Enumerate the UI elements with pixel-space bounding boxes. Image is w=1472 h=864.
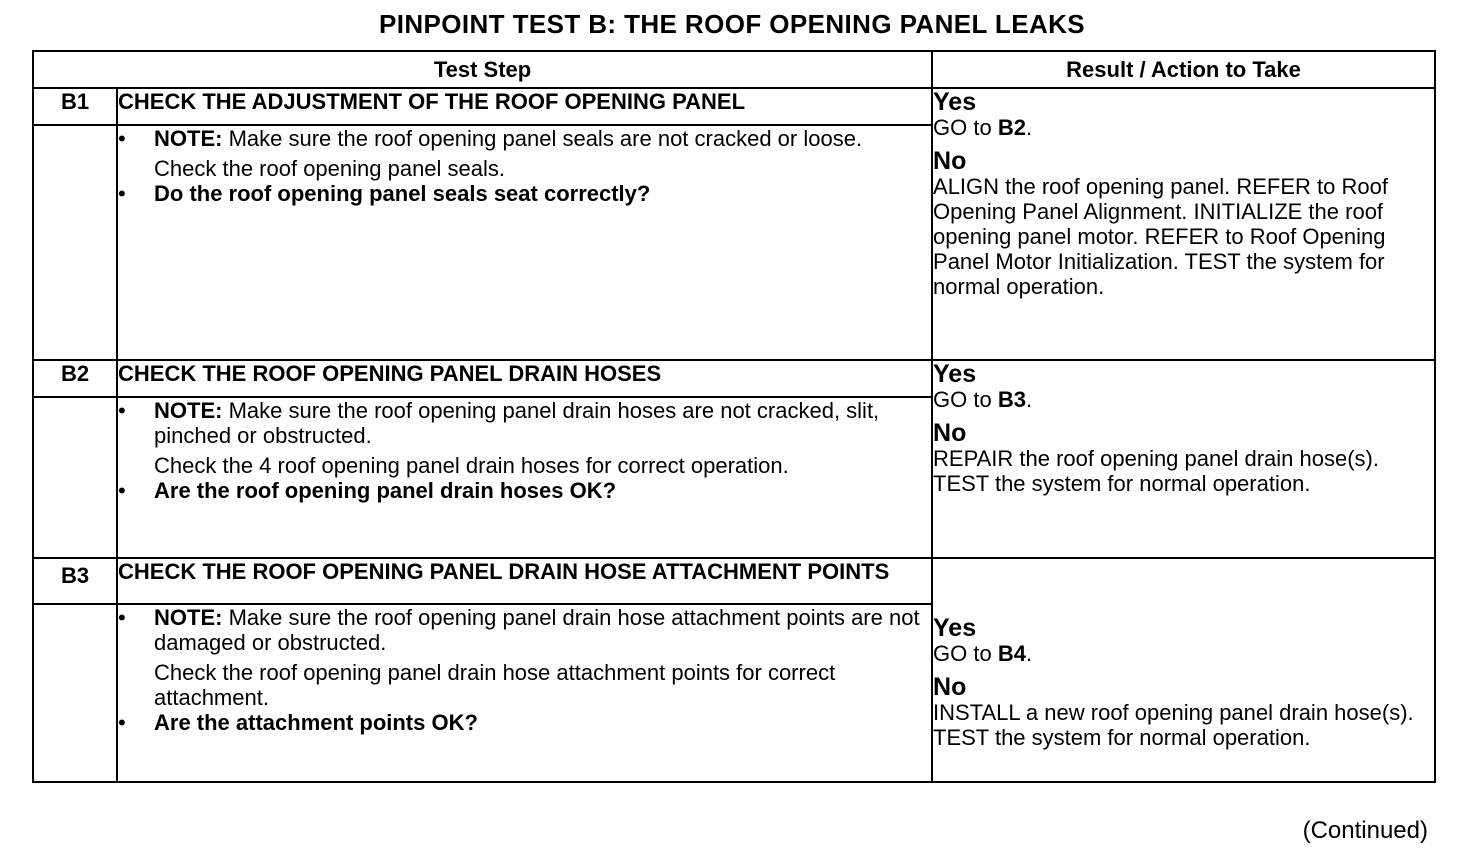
no-label: No (933, 147, 967, 175)
note-text: Make sure the roof opening panel drain hose attachment points are not damaged or obstructed. (154, 605, 920, 656)
step-body (117, 604, 932, 782)
question-bullet (118, 181, 931, 206)
bullet: • (118, 126, 126, 152)
check-text: Check the roof opening panel drain hose attachment points for correct attachment. (154, 660, 836, 711)
question-bullet (118, 710, 931, 735)
bullet: • (118, 710, 126, 736)
note-label: NOTE: (154, 126, 223, 152)
step-body (117, 397, 932, 558)
note-bullet (118, 126, 931, 151)
step-id: B2 (33, 360, 117, 397)
bullet: • (118, 398, 126, 424)
step-result (932, 360, 1435, 558)
bullet: • (118, 181, 126, 207)
step-body (117, 125, 932, 360)
step-b2-heading-row (33, 360, 1435, 397)
note-text: Make sure the roof opening panel seals are not cracked or loose. (222, 126, 863, 152)
bullet: • (118, 605, 126, 631)
note-bullet (118, 398, 931, 448)
yes-action: GO to B4. (933, 641, 1033, 666)
yes-label: Yes (933, 88, 977, 116)
header-result: Result / Action to Take (932, 51, 1435, 88)
empty-cell (33, 125, 117, 360)
yes-label: Yes (933, 614, 977, 642)
step-heading: CHECK THE ROOF OPENING PANEL DRAIN HOSES (117, 360, 932, 397)
yes-action: GO to B2. (933, 115, 1033, 140)
note-text: Make sure the roof opening panel drain hoses are not cracked, slit, pinched or obstructed. (154, 398, 880, 449)
step-heading: CHECK THE ADJUSTMENT OF THE ROOF OPENING PANEL (117, 88, 932, 125)
header-row (33, 51, 1435, 88)
step-result (932, 558, 1435, 782)
step-result (932, 88, 1435, 360)
step-b1-heading-row (33, 88, 1435, 125)
bullet: • (118, 478, 126, 504)
continued-label: (Continued) (1302, 817, 1428, 844)
pinpoint-test-table (32, 50, 1436, 783)
no-action: INSTALL a new roof opening panel drain hose(s). TEST the system for normal operation. (933, 700, 1414, 750)
question-text: Do the roof opening panel seals seat correctly? (154, 181, 651, 207)
step-b3-heading-row (33, 558, 1435, 604)
page-title: PINPOINT TEST B: THE ROOF OPENING PANEL LEAKS (378, 9, 1086, 39)
check-text: Check the 4 roof opening panel drain hoses for correct operation. (154, 453, 789, 479)
note-label: NOTE: (154, 398, 223, 424)
goto-link: B4 (997, 641, 1026, 666)
step-id: B1 (33, 88, 117, 125)
no-label: No (933, 419, 967, 447)
goto-link: B3 (997, 387, 1026, 412)
empty-cell (33, 397, 117, 558)
empty-cell (33, 604, 117, 782)
note-label: NOTE: (154, 605, 223, 631)
no-action: ALIGN the roof opening panel. REFER to Roof Opening Panel Alignment. INITIALIZE the roof opening panel motor. REFER to Roof Opening Panel Motor Initialization. TEST the system for normal operation. (933, 174, 1388, 299)
step-heading: CHECK THE ROOF OPENING PANEL DRAIN HOSE ATTACHMENT POINTS (117, 558, 932, 604)
question-text: Are the roof opening panel drain hoses OK? (154, 478, 617, 504)
check-text: Check the roof opening panel seals. (154, 156, 506, 182)
yes-label: Yes (933, 360, 977, 388)
step-id: B3 (33, 558, 117, 604)
yes-action: GO to B3. (933, 387, 1033, 412)
note-bullet (118, 605, 931, 655)
goto-link: B2 (997, 115, 1026, 140)
no-label: No (933, 673, 967, 701)
question-text: Are the attachment points OK? (154, 710, 478, 736)
header-test-step: Test Step (33, 51, 932, 88)
no-action: REPAIR the roof opening panel drain hose(s). TEST the system for normal operation. (933, 446, 1379, 496)
question-bullet (118, 478, 931, 503)
